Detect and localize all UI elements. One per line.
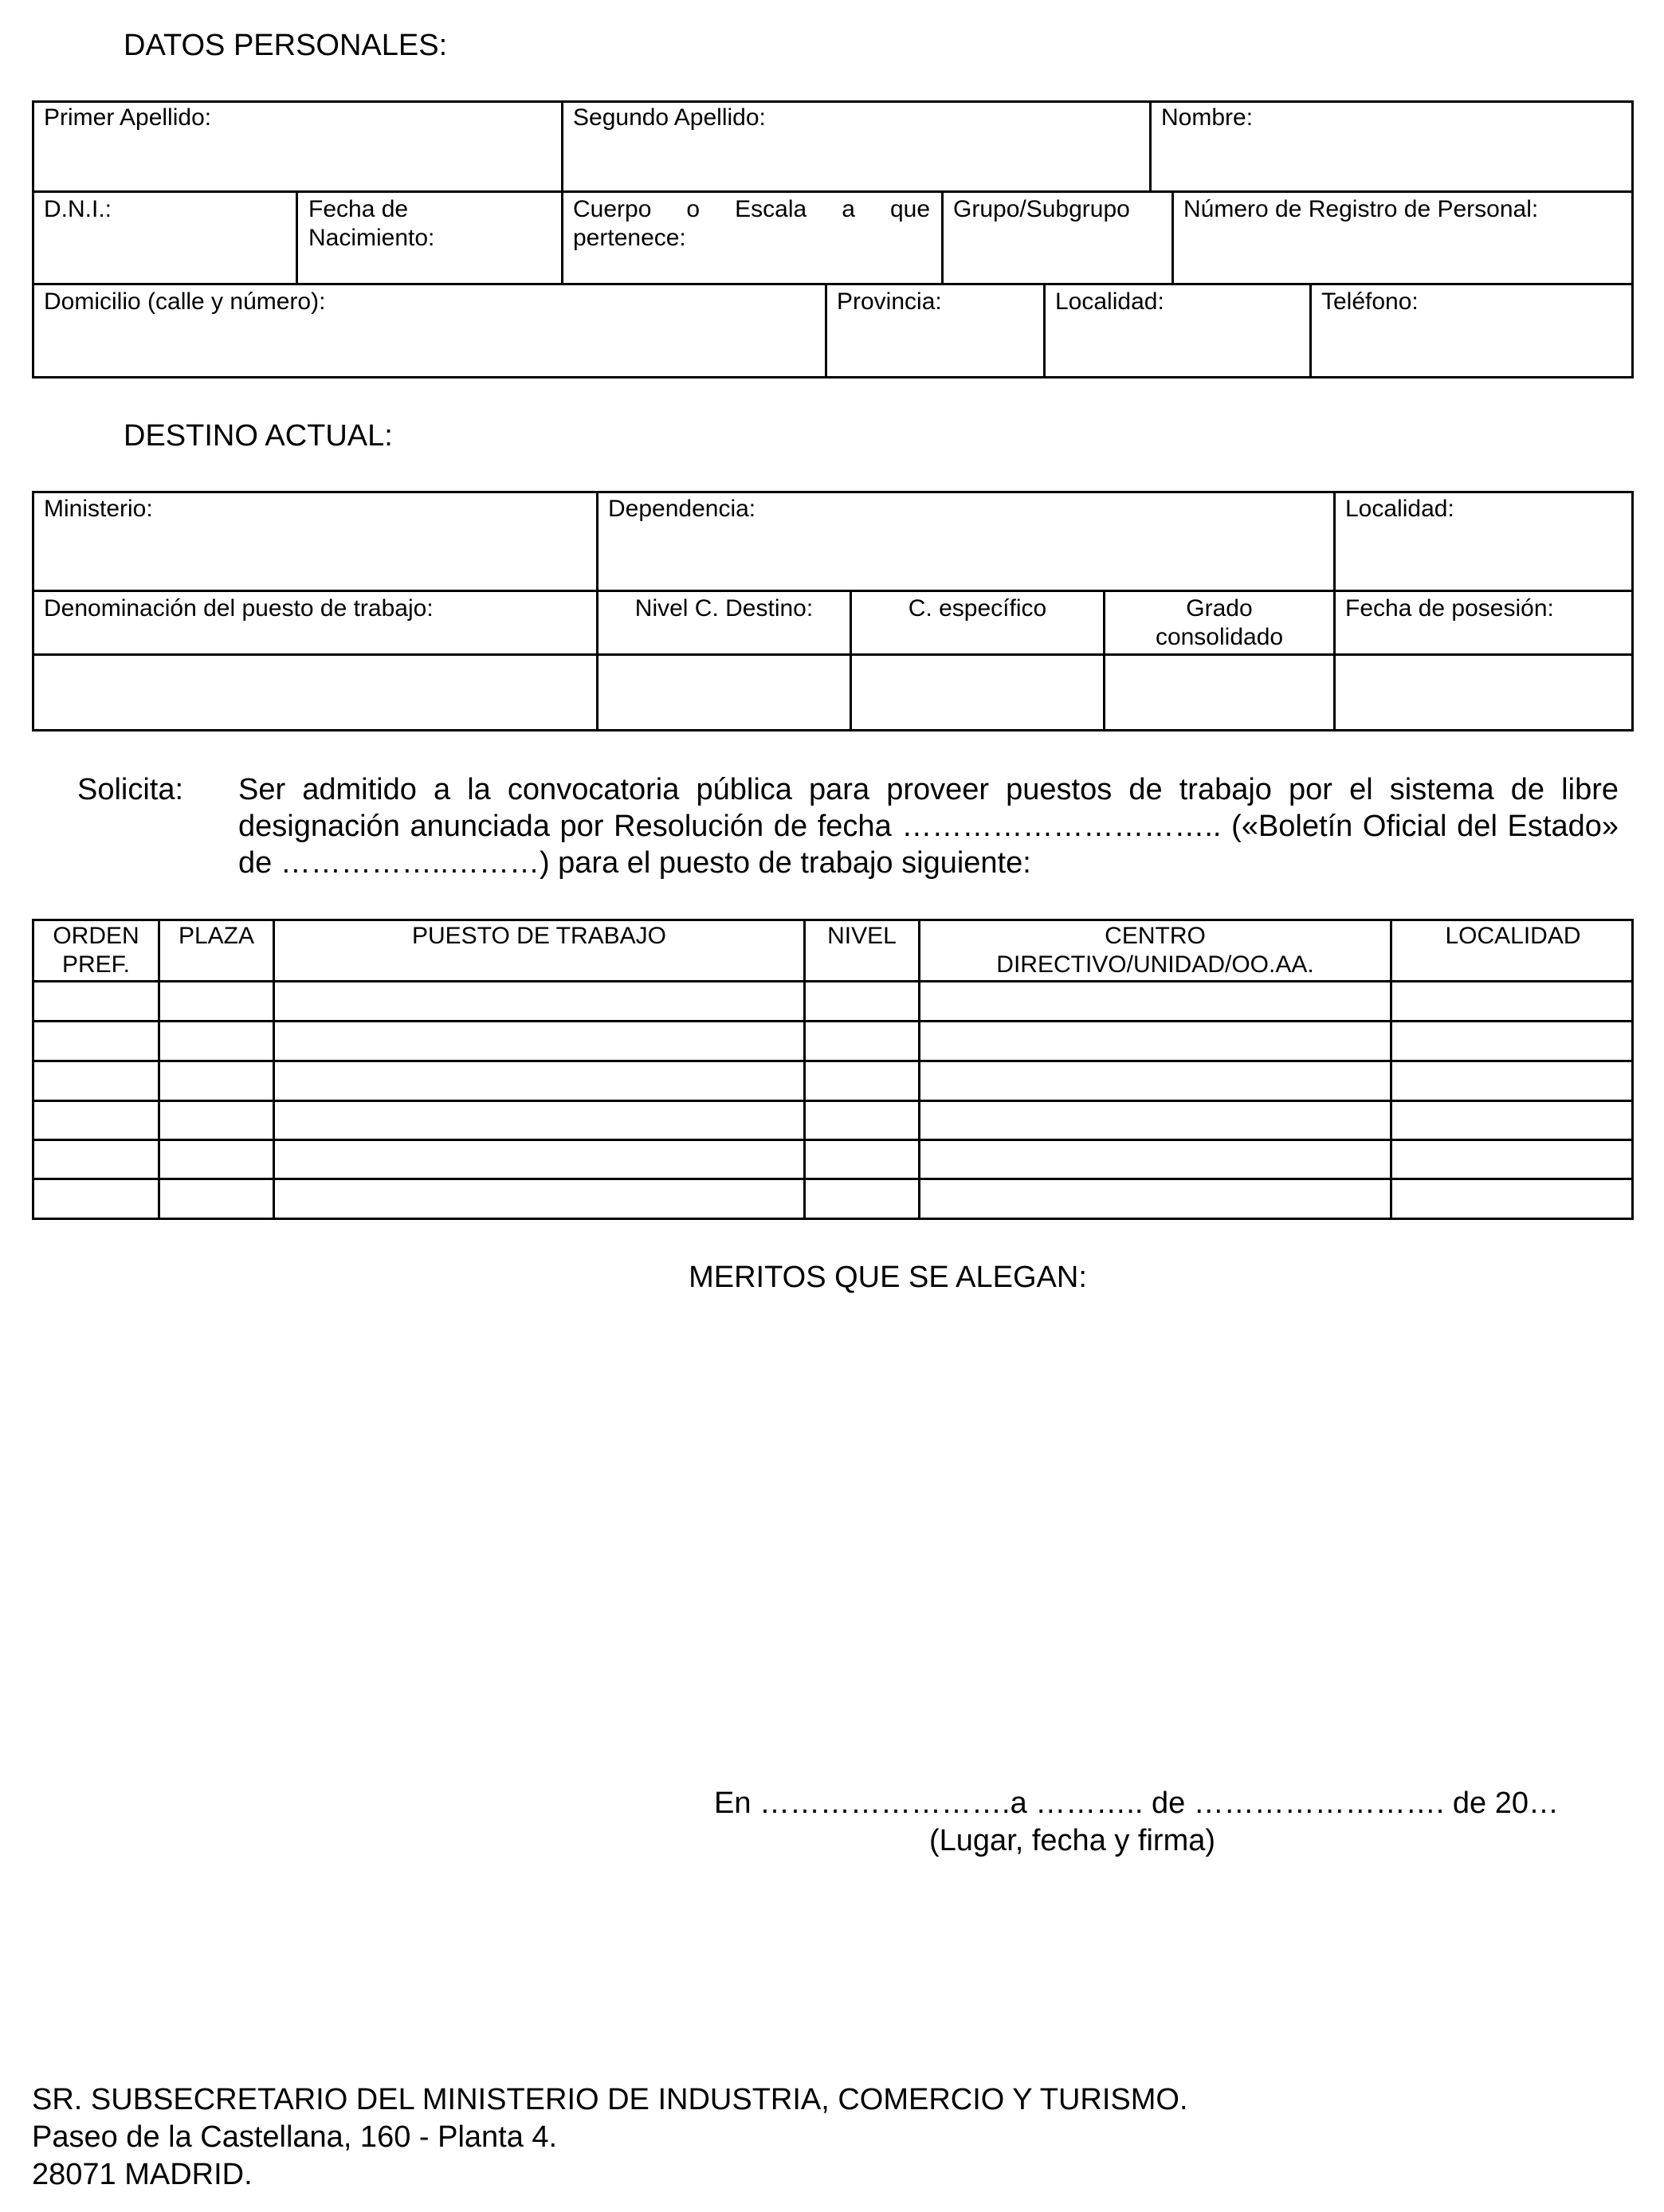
signature-place-date-line: En …………………….a ……….. de ……………………. de 20… [714, 1786, 1559, 1820]
field-dependencia[interactable]: Dependencia: [608, 496, 756, 522]
col-header-localidad: LOCALIDAD [1445, 923, 1581, 949]
field-nrp[interactable]: Número de Registro de Personal: [1183, 196, 1539, 222]
table-row[interactable] [34, 1062, 1631, 1100]
table-row[interactable] [34, 1102, 1631, 1139]
field-provincia[interactable]: Provincia: [837, 288, 942, 315]
current-post-title: DESTINO ACTUAL: [124, 419, 393, 453]
table-row[interactable] [34, 1141, 1631, 1178]
addressee-line-1: SR. SUBSECRETARIO DEL MINISTERIO DE INDUSTRIA, COMERCIO Y TURISMO. [32, 2083, 1188, 2116]
field-primer-apellido[interactable]: Primer Apellido: [44, 104, 212, 131]
field-localidad-destino[interactable]: Localidad: [1345, 496, 1454, 522]
field-dni[interactable]: D.N.I.: [44, 196, 112, 222]
field-complemento-especifico[interactable]: C. específico [908, 595, 1047, 622]
request-text: Ser admitido a la convocatoria pública para proveer puestos de trabajo por el sistema de libre designación anunciada por Resolución de fecha ………………………….. («Boletín Oficial del Estado» de ……………..………) para el puesto de trabajo siguiente: [238, 773, 1619, 880]
field-localidad[interactable]: Localidad: [1055, 288, 1164, 315]
personal-data-box [32, 100, 1634, 378]
field-grupo-subgrupo[interactable]: Grupo/Subgrupo [953, 196, 1130, 222]
signature-caption: (Lugar, fecha y firma) [929, 1824, 1216, 1857]
field-telefono[interactable]: Teléfono: [1321, 288, 1419, 315]
field-grado-consolidado-1[interactable]: Grado [1186, 595, 1253, 622]
field-cuerpo-escala-label-1[interactable]: Cuerpo o Escala a que [573, 196, 930, 222]
table-row[interactable] [34, 1180, 1631, 1218]
table-row[interactable] [34, 1022, 1631, 1060]
merits-title: MERITOS QUE SE ALEGAN: [689, 1261, 1087, 1294]
addressee-line-3: 28071 MADRID. [32, 2158, 253, 2191]
field-denominacion-puesto[interactable]: Denominación del puesto de trabajo: [44, 595, 434, 622]
field-fecha-nacimiento-label-1[interactable]: Fecha de [308, 196, 409, 222]
col-header-nivel: NIVEL [827, 923, 897, 949]
field-segundo-apellido[interactable]: Segundo Apellido: [573, 104, 766, 131]
table-row[interactable] [34, 982, 1631, 1020]
merits-area[interactable] [32, 1315, 1634, 1761]
request-label: Solicita: [77, 773, 184, 806]
personal-data-title: DATOS PERSONALES: [124, 29, 448, 62]
field-fecha-nacimiento-label-2: Nacimiento: [308, 225, 435, 251]
field-nivel-destino[interactable]: Nivel C. Destino: [634, 595, 814, 622]
field-cuerpo-escala-label-2: pertenece: [573, 225, 686, 251]
col-header-centro-2: DIRECTIVO/UNIDAD/OO.AA. [996, 951, 1314, 978]
col-header-centro-1: CENTRO [1105, 923, 1206, 949]
field-domicilio[interactable]: Domicilio (calle y número): [44, 288, 326, 315]
field-grado-consolidado-2: consolidado [1155, 624, 1284, 650]
field-ministerio[interactable]: Ministerio: [44, 496, 153, 522]
field-fecha-posesion[interactable]: Fecha de posesión: [1345, 595, 1554, 622]
col-header-plaza: PLAZA [178, 923, 255, 949]
field-nombre[interactable]: Nombre: [1161, 104, 1254, 131]
col-header-orden-1: ORDEN [53, 923, 139, 949]
addressee-line-2: Paseo de la Castellana, 160 - Planta 4. [32, 2120, 558, 2154]
col-header-orden-2: PREF. [61, 951, 131, 978]
col-header-puesto: PUESTO DE TRABAJO [412, 923, 666, 949]
